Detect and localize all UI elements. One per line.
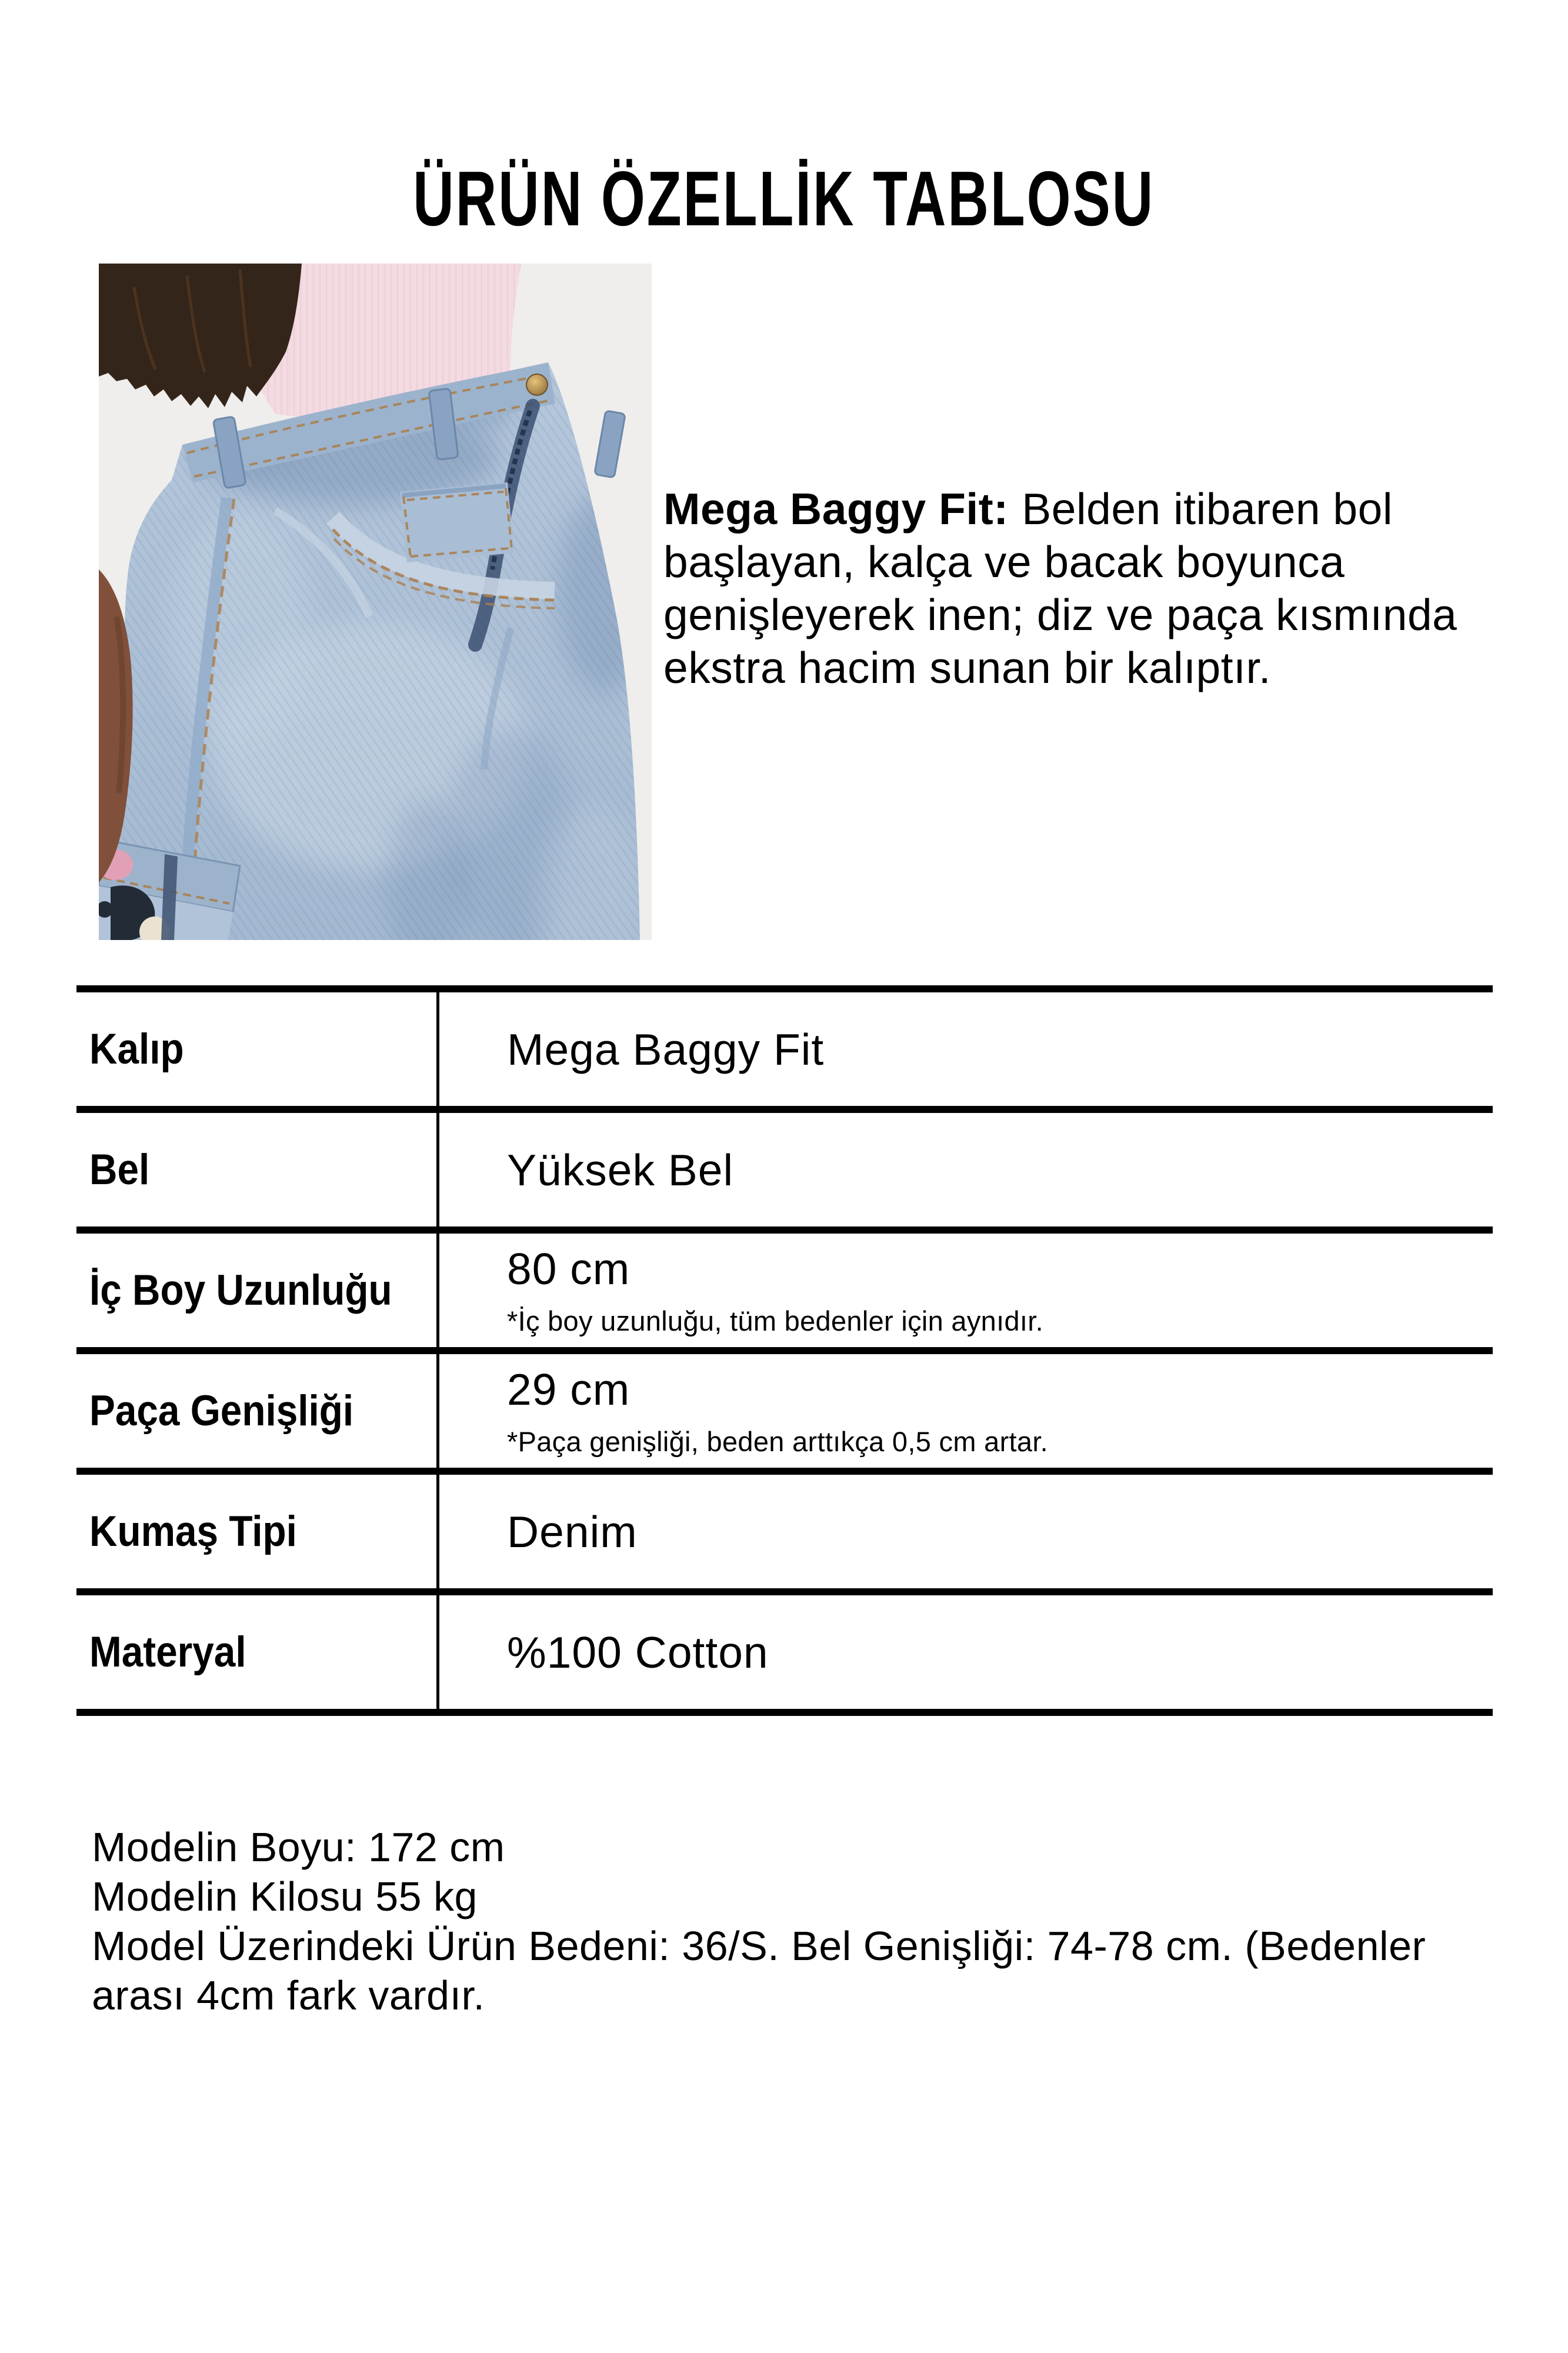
spec-value-cell: [439, 1113, 1493, 1227]
table-row: [76, 992, 1493, 1113]
spec-value-cell: [439, 992, 1493, 1106]
model-weight: Modelin Kilosu 55 kg: [92, 1874, 478, 1919]
spec-label-cell: [76, 1595, 439, 1709]
spec-value-cell: [439, 1234, 1493, 1347]
spec-label: İç Boy Uzunluğu: [89, 1267, 392, 1314]
spec-value-cell: [439, 1475, 1493, 1588]
table-row: [76, 1354, 1493, 1475]
table-row: [76, 1113, 1493, 1234]
spec-label-cell: [76, 1475, 439, 1588]
table-row: [76, 1475, 1493, 1595]
model-size-info-continued: arası 4cm fark vardır.: [92, 1972, 485, 2018]
fit-description-line: başlayan, kalça ve bacak boyunca: [663, 537, 1345, 586]
spec-label-cell: [76, 992, 439, 1106]
fit-description: [663, 482, 1457, 694]
fit-description-line: [663, 482, 1457, 535]
product-photo: [99, 264, 652, 940]
spec-note: *İç boy uzunluğu, tüm bedenler için aynıdır.: [507, 1305, 1043, 1337]
spec-label: Materyal: [89, 1628, 246, 1676]
spec-value: Denim: [507, 1507, 638, 1557]
model-info: [92, 1822, 1426, 2020]
spec-value-cell: [439, 1354, 1493, 1468]
spec-note: *Paça genişliği, beden arttıkça 0,5 cm artar.: [507, 1426, 1049, 1457]
spec-value: Yüksek Bel: [507, 1145, 734, 1195]
spec-label-cell: [76, 1113, 439, 1227]
fit-description-text: Belden itibaren bol: [1022, 484, 1393, 534]
model-height: Modelin Boyu: 172 cm: [92, 1824, 505, 1870]
spec-table: [76, 985, 1493, 1716]
spec-value: Mega Baggy Fit: [507, 1024, 825, 1074]
coin-pocket: [400, 482, 514, 562]
spec-label: Bel: [89, 1146, 150, 1194]
spec-label-cell: [76, 1354, 439, 1468]
spec-label: Paça Genişliği: [89, 1387, 354, 1435]
spec-label: Kalıp: [89, 1025, 184, 1073]
spec-label: Kumaş Tipi: [89, 1508, 297, 1555]
fit-name: Mega Baggy Fit:: [663, 484, 1009, 534]
fit-description-line: ekstra hacim sunan bir kalıptır.: [663, 643, 1272, 692]
table-row: [76, 1595, 1493, 1716]
jeans-button: [526, 374, 548, 395]
spec-value: %100 Cotton: [507, 1627, 769, 1677]
page-title: [0, 154, 1568, 243]
spec-value-cell: [439, 1595, 1493, 1709]
spec-label-cell: [76, 1234, 439, 1347]
fit-description-line: genişleyerek inen; diz ve paça kısmında: [663, 590, 1457, 639]
page-title-text: ÜRÜN ÖZELLİK TABLOSU: [413, 155, 1155, 242]
product-photo-illustration: [99, 264, 652, 940]
spec-value: 80 cm: [507, 1244, 630, 1294]
model-size-info: Model Üzerindeki Ürün Bedeni: 36/S. Bel Genişliği: 74-78 cm. (Bedenler: [92, 1923, 1426, 1969]
table-row: [76, 1234, 1493, 1354]
spec-value: 29 cm: [507, 1365, 630, 1414]
